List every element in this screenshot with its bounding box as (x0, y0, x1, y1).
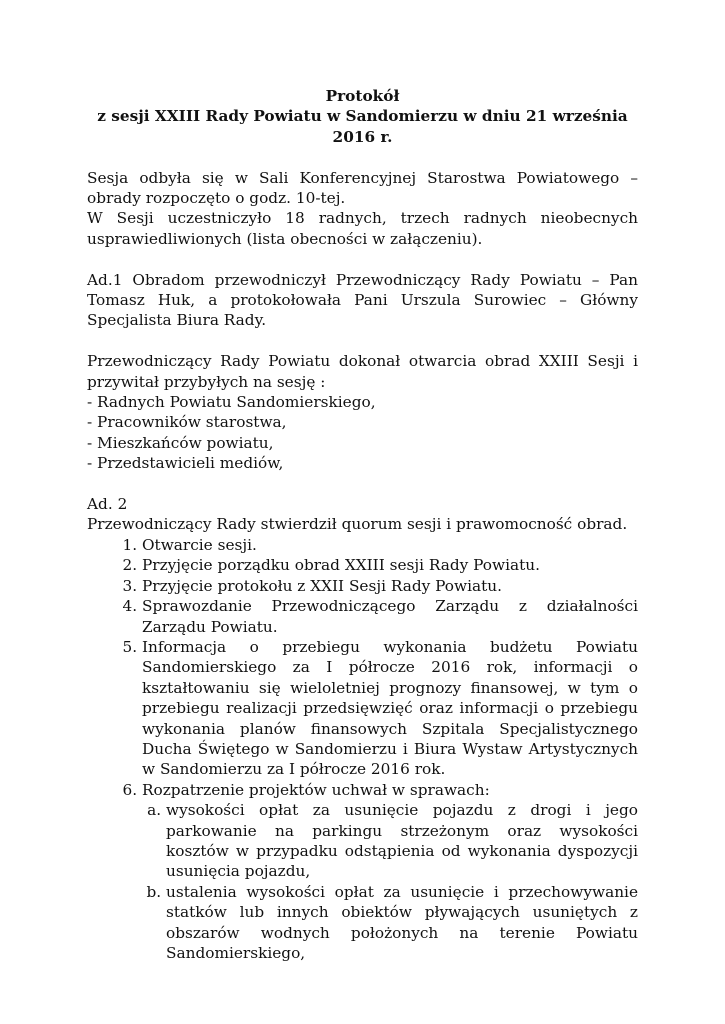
agenda-subitem: a. wysokości opłat za usunięcie pojazdu z drogi i jego parkowanie na parkingu strzeżonym oraz wysokości kosztów w przypadku odstąpienia od wykonania dyspozycji usunięcia pojazdu, (166, 800, 638, 882)
ad2-intro: Przewodniczący Rady stwierdził quorum sesji i prawomocność obrad. (87, 515, 628, 534)
list-item: - Radnych Powiatu Sandomierskiego, (87, 393, 376, 412)
spacer (87, 474, 638, 494)
spacer (87, 331, 638, 351)
ad1-paragraph: Ad.1 Obradom przewodniczył Przewodniczący Rady Powiatu – Pan Tomasz Huk, a protokołowała Pani Urszula Surowiec – Główny Specjalista Biura Rady. (87, 270, 638, 330)
agenda-subitem: b. ustalenia wysokości opłat za usunięcie i przechowywanie statków lub innych obiektów pływających usuniętych z obszarów wodnych położonych na terenie Powiatu Sandomierskiego, (166, 882, 638, 964)
intro-paragraph-2: W Sesji uczestniczyło 18 radnych, trzech radnych nieobecnych usprawiedliwionych (lista obecności w załączeniu). (87, 209, 638, 248)
agenda-item: 5. Informacja o przebiegu wykonania budżetu Powiatu Sandomierskiego za I półrocze 2016 rok, informacji o kształtowaniu się wieloletniej prognozy finansowej, w tym o przebiegu realizacji przedsięwzięć oraz informacji o przebiegu wykonania planów finansowych Szpitala Specjalistycznego Ducha Świętego w Sandomierzu i Biura Wystaw Artystycznych w Sandomierzu za I półrocze 2016 rok. (142, 637, 638, 780)
ad2-heading: Ad. 2 (87, 495, 128, 514)
document-page (87, 86, 638, 963)
spacer (87, 249, 638, 269)
list-item: - Przedstawicieli mediów, (87, 454, 284, 473)
agenda-list (87, 535, 638, 964)
welcome-paragraph: Przewodniczący Rady Powiatu dokonał otwarcia obrad XXIII Sesji i przywitał przybyłych na sesję : (87, 352, 638, 391)
agenda-item: 3. Przyjęcie protokołu z XXII Sesji Rady Powiatu. (142, 576, 638, 596)
document-title: Protokół (325, 87, 400, 105)
agenda-item: 1. Otwarcie sesji. (142, 535, 638, 555)
agenda-item: 2. Przyjęcie porządku obrad XXIII sesji Rady Powiatu. (142, 555, 638, 575)
agenda-sublist (142, 800, 638, 963)
intro-paragraph-1: Sesja odbyła się w Sali Konferencyjnej Starostwa Powiatowego – obrady rozpoczęto o godz. 10-tej. (87, 168, 638, 208)
agenda-item (142, 780, 638, 964)
list-item: - Mieszkańców powiatu, (87, 433, 274, 452)
list-item: - Pracowników starostwa, (87, 413, 287, 432)
spacer (87, 147, 638, 167)
agenda-item: 4. Sprawozdanie Przewodniczącego Zarządu z działalności Zarządu Powiatu. (142, 596, 638, 637)
welcome-list (87, 392, 638, 474)
agenda-item-text: Rozpatrzenie projektów uchwał w sprawach: (142, 780, 490, 799)
document-subtitle: z sesji XXIII Rady Powiatu w Sandomierzu w dniu 21 września 2016 r. (97, 107, 628, 146)
